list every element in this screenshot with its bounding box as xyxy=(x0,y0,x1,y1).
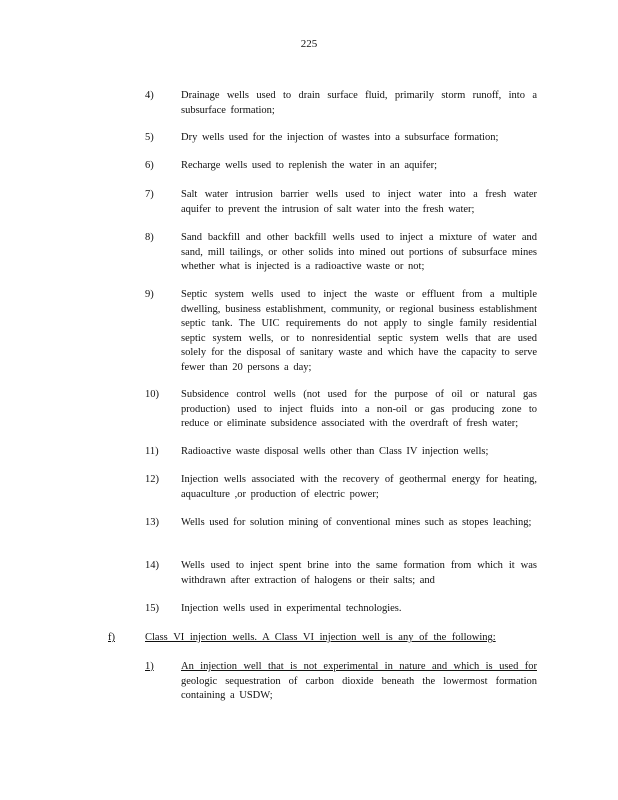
item-text: Dry wells used for the injection of wastes into a subsurface formation; xyxy=(181,132,499,143)
item-number: 13) xyxy=(145,517,159,528)
item-text: Radioactive waste disposal wells other than Class IV injection wells; xyxy=(181,446,489,457)
item-text: Septic system wells used to inject the waste or effluent from a multiple dwelling, business establishment, community, or regional business establishment septic tank. The UIC requirements do not apply to single family residential septic system wells, or to nonresidential septic system wells that are used solely for the disposal of sanitary waste and which have the capacity to serve fewer than 20 persons a day; xyxy=(181,289,537,373)
item-number: 15) xyxy=(145,603,159,614)
item-number: 12) xyxy=(145,474,159,485)
underlined-text: An injection well that is not experimental in nature and which is used for xyxy=(181,661,537,672)
item-number: 7) xyxy=(145,189,154,200)
sub-item-number: 1) xyxy=(145,661,154,672)
item-number: 5) xyxy=(145,132,154,143)
item-text: Recharge wells used to replenish the water in an aquifer; xyxy=(181,160,438,171)
item-number: 6) xyxy=(145,160,154,171)
item-number: 11) xyxy=(145,446,159,457)
item-number: 10) xyxy=(145,389,159,400)
item-number: 14) xyxy=(145,560,159,571)
item-text: Drainage wells used to drain surface fluid, primarily storm runoff, into a subsurface formation; xyxy=(181,90,537,116)
item-text: Sand backfill and other backfill wells used to inject a mixture of water and sand, mill tailings, or other solids into mined out portions of subsurface mines whether what is injected is a radioactive waste or not; xyxy=(181,232,537,272)
item-text: Wells used for solution mining of conventional mines such as stopes leaching; xyxy=(181,517,532,528)
item-text: Injection wells associated with the recovery of geothermal energy for heating, aquaculture ,or production of electric power; xyxy=(181,474,537,500)
item-text: Salt water intrusion barrier wells used to inject water into a fresh water aquifer to prevent the intrusion of salt water into the fresh water; xyxy=(181,189,537,215)
item-text: Injection wells used in experimental technologies. xyxy=(181,603,402,614)
section-heading: Class VI injection wells. A Class VI injection well is any of the following: xyxy=(145,632,496,643)
section-number: f) xyxy=(108,632,115,643)
item-number: 9) xyxy=(145,289,154,300)
sub-item-text xyxy=(181,660,537,704)
item-number: 8) xyxy=(145,232,154,243)
item-text: Wells used to inject spent brine into the same formation from which it was withdrawn after extraction of halogens or their salts; and xyxy=(181,560,537,586)
page-number: 225 xyxy=(300,38,318,50)
item-text: Subsidence control wells (not used for the purpose of oil or natural gas production) used to inject fluids into a non-oil or gas producing zone to reduce or eliminate subsidence associated with the overdraft of fresh water; xyxy=(181,389,537,429)
rest-text: geologic sequestration of carbon dioxide beneath the lowermost formation containing a USDW; xyxy=(181,675,537,701)
item-number: 4) xyxy=(145,90,154,101)
